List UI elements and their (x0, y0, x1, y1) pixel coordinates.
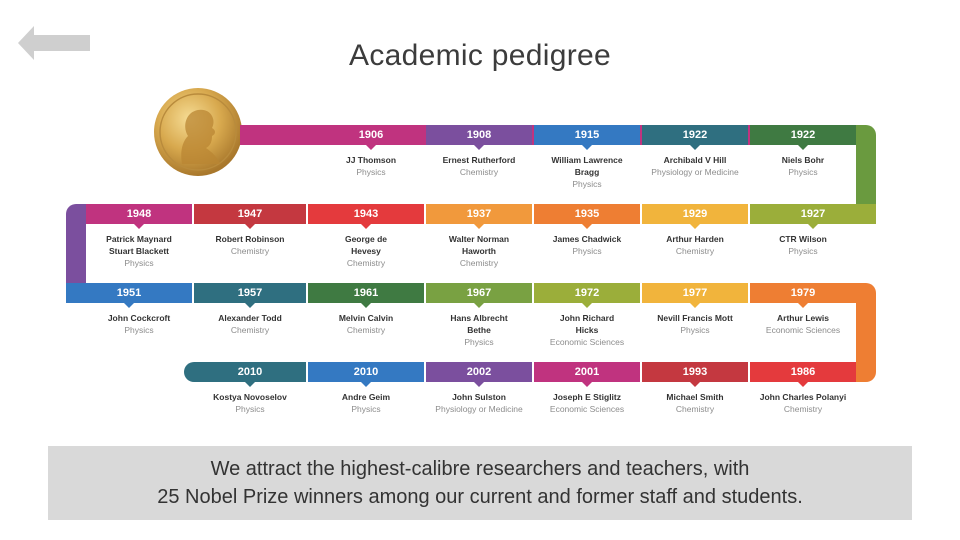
laureate-field: Physiology or Medicine (651, 167, 739, 177)
year-1993: 1993 (642, 362, 748, 382)
year-1986: 1986 (750, 362, 856, 382)
laureate-name: John Sulston (452, 392, 506, 402)
laureate-field: Economic Sciences (549, 337, 625, 347)
laureate-field: Chemistry (346, 258, 386, 268)
laureate-field: Physics (788, 246, 818, 256)
laureate-de-hevesy (334, 233, 398, 269)
laureate-name: William Lawrence Bragg (551, 155, 623, 177)
timeline-connector-right-2 (856, 283, 876, 382)
laureate-name: Niels Bohr (781, 155, 825, 165)
laureate-field: Chemistry (230, 325, 270, 335)
laureate-field: Chemistry (675, 404, 715, 414)
year-1967: 1967 (426, 283, 532, 303)
laureate-name: Kostya Novoselov (213, 392, 287, 402)
laureate-name: John Richard Hicks (559, 313, 615, 335)
laureate-name: Robert Robinson (215, 234, 285, 244)
tagline-line-2: 25 Nobel Prize winners among our current and former staff and students. (157, 486, 803, 508)
laureate-name: John Cockcroft (107, 313, 171, 323)
laureate-todd (194, 312, 306, 336)
year-1979: 1979 (750, 283, 856, 303)
laureate-field: Chemistry (783, 404, 823, 414)
year-1915: 1915 (534, 125, 640, 145)
laureate-lewis (750, 312, 856, 336)
laureate-calvin (308, 312, 424, 336)
laureate-smith (642, 391, 748, 415)
laureate-sulston (426, 391, 532, 415)
laureate-bethe (438, 312, 520, 348)
laureate-field: Physics (572, 246, 602, 256)
laureate-name: Andre Geim (341, 392, 391, 402)
year-1957: 1957 (194, 283, 306, 303)
page-title: Academic pedigree (349, 39, 611, 72)
laureate-name: Ernest Rutherford (442, 155, 516, 165)
laureate-rutherford (426, 154, 532, 178)
laureate-name: Joseph E Stiglitz (552, 392, 621, 402)
laureate-stiglitz (534, 391, 640, 415)
laureate-mott (642, 312, 748, 336)
laureate-bragg (546, 154, 628, 190)
laureate-harden (642, 233, 748, 257)
laureate-haworth (436, 233, 522, 269)
laureate-cockcroft (86, 312, 192, 336)
laureate-name: Arthur Harden (666, 234, 724, 244)
laureate-name: Walter Norman Haworth (448, 234, 510, 256)
laureate-field: Physics (572, 179, 602, 189)
year-1947: 1947 (194, 204, 306, 224)
laureate-name: Alexander Todd (218, 313, 282, 323)
laureate-field: Physics (788, 167, 818, 177)
laureate-name: JJ Thomson (345, 155, 397, 165)
laureate-name: Nevill Francis Mott (657, 313, 733, 323)
year-1922-bohr: 1922 (750, 125, 856, 145)
laureate-field: Chemistry (675, 246, 715, 256)
laureate-field: Physics (356, 167, 386, 177)
year-2001: 2001 (534, 362, 640, 382)
laureate-novoselov (194, 391, 306, 415)
year-2010-geim: 2010 (308, 362, 424, 382)
laureate-bohr (750, 154, 856, 178)
year-2010-novoselov: 2010 (194, 362, 306, 382)
year-1961: 1961 (308, 283, 424, 303)
laureate-field: Physics (124, 258, 154, 268)
laureate-field: Physics (464, 337, 494, 347)
laureate-field: Physiology or Medicine (435, 404, 523, 414)
tagline-banner (48, 446, 912, 520)
year-1943: 1943 (308, 204, 424, 224)
laureate-hicks (549, 312, 625, 348)
laureate-name: CTR Wilson (779, 234, 827, 244)
laureate-field: Chemistry (459, 167, 499, 177)
year-1951: 1951 (66, 283, 192, 303)
laureate-polanyi (750, 391, 856, 415)
laureate-geim (308, 391, 424, 415)
tagline-line-1: We attract the highest-calibre researchers and teachers, with (210, 458, 750, 480)
year-1922-hill: 1922 (642, 125, 748, 145)
year-1908: 1908 (426, 125, 532, 145)
laureate-wilson (750, 233, 856, 257)
year-1948: 1948 (86, 204, 192, 224)
laureate-name: George de Hevesy (344, 234, 388, 256)
laureate-hill (642, 154, 748, 178)
laureate-field: Chemistry (459, 258, 499, 268)
year-2002: 2002 (426, 362, 532, 382)
laureate-name: John Charles Polanyi (759, 392, 847, 402)
laureate-name: Patrick Maynard Stuart Blackett (106, 234, 172, 256)
year-1935: 1935 (534, 204, 640, 224)
laureate-blackett (94, 233, 184, 269)
laureate-name: James Chadwick (552, 234, 622, 244)
laureate-field: Chemistry (346, 325, 386, 335)
laureate-field: Chemistry (230, 246, 270, 256)
laureate-name: Hans Albrecht Bethe (450, 313, 508, 335)
year-1927: 1927 (750, 204, 876, 224)
laureate-robinson (194, 233, 306, 257)
year-1906: 1906 (318, 125, 424, 145)
laureate-chadwick (534, 233, 640, 257)
laureate-name: Melvin Calvin (338, 313, 394, 323)
laureate-field: Physics (680, 325, 710, 335)
laureate-field: Economic Sciences (549, 404, 625, 414)
laureate-field: Physics (124, 325, 154, 335)
laureate-jj-thomson (318, 154, 424, 178)
year-1929: 1929 (642, 204, 748, 224)
laureate-field: Physics (235, 404, 265, 414)
year-1972: 1972 (534, 283, 640, 303)
year-1977: 1977 (642, 283, 748, 303)
laureate-field: Economic Sciences (765, 325, 841, 335)
laureate-field: Physics (351, 404, 381, 414)
year-1937: 1937 (426, 204, 532, 224)
laureate-name: Arthur Lewis (777, 313, 829, 323)
laureate-name: Archibald V Hill (663, 155, 727, 165)
laureate-name: Michael Smith (666, 392, 724, 402)
